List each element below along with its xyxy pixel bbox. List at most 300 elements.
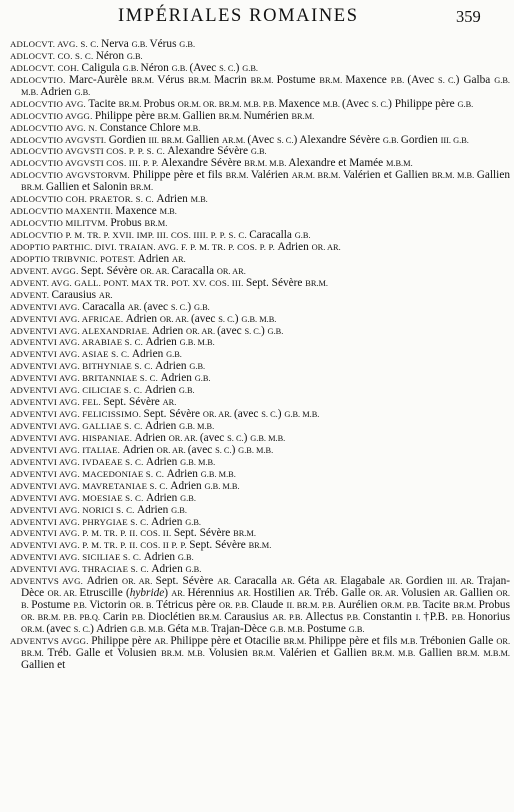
entry-text: Néron: [95, 49, 127, 62]
legend-heading: ADVENTVI AVG. NORICI S. C.: [10, 504, 137, 515]
entry-text: Constance Chlore: [99, 121, 184, 134]
legend-heading: ADVENTVI AVG. GALLIAE S. C.: [10, 421, 145, 431]
legend-heading: ADVENTVS AVG.: [10, 576, 87, 587]
entry-text: Trébonien Galle: [419, 634, 497, 647]
index-entry: [10, 469, 510, 481]
metal-abbreviation: AR.: [217, 577, 235, 587]
metal-abbreviation: BR.M.: [252, 648, 279, 658]
entry-text: †P.B.: [423, 611, 452, 623]
entry-text: Aurélien: [338, 599, 381, 612]
metal-abbreviation: OR. B.: [21, 589, 510, 611]
legend-heading: ADVENTVI AVG. P. M. TR. P. II. COS. II.: [10, 528, 174, 539]
entry-text: Valérien et Gallien: [278, 646, 372, 659]
entry-text: Adrien: [145, 455, 181, 468]
metal-abbreviation: AR.M. BR.M.: [291, 171, 343, 181]
entry-text: (Avec: [407, 73, 439, 86]
entry-text: Postume: [31, 599, 74, 612]
entry-text: Hérennius: [187, 587, 238, 600]
metal-abbreviation: AR.M.: [222, 135, 248, 145]
metal-abbreviation: BR.M. M.B.: [244, 159, 289, 169]
metal-abbreviation: G.B.: [382, 135, 401, 145]
entry-text: Adrien: [151, 515, 186, 528]
entry-text: Tacite: [422, 599, 454, 612]
metal-abbreviation: OR.M. P.B.: [380, 601, 423, 611]
legend-heading: ADLOCVTIO AVGVSTORVM.: [10, 170, 133, 181]
entry-text: Adrien: [125, 312, 160, 325]
entry-text: Allectus: [305, 611, 347, 623]
legend-heading: ADVENTVI AVG. THRACIAE S. C.: [10, 564, 152, 575]
legend-heading: ADVENTVI AVG. HISPANIAE.: [10, 432, 135, 443]
legend-heading: ADVENTVI AVG. SICILIAE S. C.: [10, 552, 144, 563]
legend-heading: ADVENTVI AVG. AFRICAE.: [10, 313, 126, 324]
metal-abbreviation: AR.: [162, 398, 177, 408]
metal-abbreviation: G.B. M.B.: [21, 75, 511, 97]
metal-abbreviation: G.B.: [250, 147, 267, 157]
index-entry: [10, 75, 510, 99]
index-entry: [10, 457, 510, 469]
legend-heading: ADLOCVT. CO. S. C.: [10, 50, 96, 61]
metal-abbreviation: AR.: [388, 577, 406, 587]
entry-text: Gallien: [459, 587, 497, 600]
metal-abbreviation: M.B.: [190, 195, 208, 205]
metal-abbreviation: G.B.: [166, 350, 182, 360]
metal-abbreviation: OR. AR.: [369, 589, 401, 599]
metal-abbreviation: AR.: [172, 254, 186, 264]
metal-abbreviation: G.B. M.B.: [250, 433, 286, 443]
index-entry: [10, 170, 510, 194]
metal-abbreviation: G.B. M.B.: [179, 338, 215, 348]
entry-text: Tacite: [88, 97, 119, 110]
legend-heading: ADLOCVTIO MILITVM.: [10, 218, 111, 229]
legend-heading: ADLOCVTIO AVGG.: [10, 110, 95, 121]
metal-abbreviation: BR.M.: [188, 75, 215, 85]
index-entry: [10, 445, 510, 457]
metal-abbreviation: M.B.: [159, 207, 177, 217]
metal-abbreviation: S. C.: [244, 326, 261, 336]
entry-text: Sept. Sévère: [189, 539, 249, 552]
metal-abbreviation: G.B. M.B.: [238, 445, 274, 455]
entry-text: Constantin: [363, 611, 416, 623]
metal-abbreviation: G.B.: [189, 362, 206, 372]
metal-abbreviation: G.B.: [457, 99, 474, 109]
metal-abbreviation: OR. AR.: [156, 445, 188, 455]
metal-abbreviation: BR.M.: [118, 99, 144, 109]
legend-heading: ADVENT. AVGG.: [10, 265, 81, 276]
entry-text: Gallien: [182, 109, 219, 122]
metal-abbreviation: BR.M. M.B.: [431, 171, 477, 181]
entry-text: Adrien: [160, 372, 195, 385]
legend-heading: ADVENTVI AVG. ITALIAE.: [10, 444, 123, 455]
metal-abbreviation: OR. AR.: [47, 589, 80, 599]
entry-text: ): [234, 312, 242, 325]
metal-abbreviation: OR. AR.: [202, 410, 234, 420]
entry-text: Carausius: [51, 288, 99, 301]
entry-text: Tétricus père: [156, 599, 220, 612]
metal-abbreviation: AR.: [443, 589, 460, 599]
metal-abbreviation: OR. BR.M.: [21, 636, 511, 658]
entry-text: Gallien: [185, 133, 223, 146]
metal-abbreviation: BR.M.: [225, 171, 251, 181]
metal-abbreviation: OR. AR.: [186, 326, 218, 336]
legend-heading: ADVENTVI AVG. P. M. TR. P. II. COS. II P. P.: [10, 540, 190, 551]
metal-abbreviation: G.B. M.B.: [130, 624, 168, 634]
metal-abbreviation: G.B.: [171, 505, 187, 515]
entry-text: Dioclétien: [147, 611, 199, 623]
metal-abbreviation: III. BR.M.: [148, 135, 186, 145]
entry-text: Adrien: [134, 431, 169, 444]
legend-heading: ADVENTVI AVG. BITHYNIAE S. C.: [10, 361, 156, 372]
metal-abbreviation: G.B. M.B.: [200, 469, 236, 479]
legend-heading: ADVENTVS AVGG.: [10, 635, 92, 646]
metal-abbreviation: G.B. M.B.: [284, 410, 320, 420]
legend-heading: ADVENTVI AVG.: [10, 301, 83, 312]
entry-text: Sept. Sévère: [245, 276, 306, 289]
metal-abbreviation: S. C.: [215, 445, 232, 455]
metal-abbreviation: BR.M.: [291, 111, 315, 121]
metal-abbreviation: AR.: [323, 577, 341, 587]
metal-abbreviation: G.B.: [131, 40, 150, 49]
metal-abbreviation: S. C.: [438, 75, 456, 85]
metal-abbreviation: BR.M.: [319, 75, 346, 85]
entry-text: (Avec: [247, 133, 277, 146]
metal-abbreviation: OR. BR.M. P.B. PB.Q.: [21, 613, 103, 622]
metal-abbreviation: G.B.: [185, 517, 202, 527]
entry-text: Gallien et Salonin: [45, 181, 131, 194]
entry-text: Adrien: [144, 420, 180, 432]
metal-abbreviation: III. G.B.: [440, 135, 469, 145]
metal-abbreviation: BR.M.: [157, 111, 183, 121]
legend-heading: ADVENTVI AVG. CILICIAE S. C.: [10, 385, 145, 396]
entry-text: Gallien: [476, 169, 510, 182]
entry-text: Postume: [276, 73, 320, 86]
index-entry: [10, 230, 510, 242]
index-entry: [10, 361, 510, 373]
entry-text: (avec: [190, 312, 219, 325]
metal-abbreviation: AR.: [127, 302, 144, 312]
entry-text: Numérien: [243, 109, 292, 122]
index-entry: [10, 206, 510, 218]
legend-heading: ADLOCVTIO AVG.: [10, 98, 89, 109]
entry-list: [10, 39, 510, 672]
metal-abbreviation: G.B.: [178, 386, 195, 396]
metal-abbreviation: OR. AR.: [168, 433, 200, 443]
metal-abbreviation: BR.M.: [144, 219, 168, 229]
metal-abbreviation: P.B.: [73, 601, 90, 611]
metal-abbreviation: G.B.: [122, 63, 141, 73]
index-entry: [10, 349, 510, 361]
entry-text: Sept. Sévère: [173, 527, 234, 540]
metal-abbreviation: M.B.: [183, 123, 201, 133]
entry-italic: hybride: [129, 587, 165, 600]
entry-text: Valérien et Gallien: [342, 169, 432, 182]
metal-abbreviation: BR.M.: [198, 613, 225, 622]
entry-text: Philippe père et fils: [132, 169, 226, 182]
index-entry: [10, 242, 510, 254]
metal-abbreviation: AR.: [98, 290, 113, 300]
entry-text: Tréb. Galle: [314, 587, 369, 600]
metal-abbreviation: G.B.: [267, 326, 284, 336]
index-entry: [10, 540, 510, 552]
metal-abbreviation: G.B.: [194, 374, 211, 384]
entry-text: (Avec: [342, 97, 372, 110]
entry-text: Trajan-Dèce: [21, 575, 511, 600]
entry-text: Alexandre et Mamée: [288, 157, 386, 170]
entry-text: Volusien: [400, 587, 444, 600]
entry-text: Sept. Sévère: [80, 264, 141, 277]
entry-text: ) Adrien: [90, 622, 131, 635]
metal-abbreviation: AR. P.B.: [272, 613, 306, 622]
metal-abbreviation: S. C.: [219, 63, 236, 73]
metal-abbreviation: BR.M.: [283, 636, 309, 646]
entry-text: Etruscille (: [79, 587, 130, 600]
legend-heading: ADVENTVI AVG. ARABIAE S. C.: [10, 337, 146, 348]
entry-text: ): [260, 324, 268, 337]
metal-abbreviation: OR. B.: [129, 601, 157, 611]
index-entry: [10, 337, 510, 349]
entry-text: (avec: [143, 300, 171, 313]
entry-text: ): [231, 443, 239, 456]
entry-text: (avec: [233, 408, 262, 421]
metal-abbreviation: OR.M.: [21, 624, 47, 634]
entry-text: (avec: [199, 431, 228, 444]
metal-abbreviation: G.B.: [74, 87, 91, 97]
metal-abbreviation: OR. AR.: [140, 266, 172, 276]
page-number: 359: [456, 7, 481, 26]
metal-abbreviation: OR.M. OR. BR.M. M.B. P.B.: [177, 99, 279, 109]
legend-heading: ADVENTVI AVG. BRITANNIAE S. C.: [10, 373, 161, 384]
entry-text: Valérien: [250, 169, 292, 182]
index-entry: [10, 433, 510, 445]
entry-text: Caracalla: [82, 300, 128, 313]
metal-abbreviation: G.B.: [171, 63, 190, 73]
legend-heading: ADLOCVTIO AVGVSTI COS. III. P. P.: [10, 158, 161, 169]
entry-text: Macrin: [214, 73, 251, 86]
index-entry: [10, 194, 510, 206]
entry-text: Carin: [102, 611, 132, 623]
entry-text: Trajan-Dèce: [210, 622, 270, 635]
metal-abbreviation: OR. AR.: [122, 577, 156, 587]
metal-abbreviation: S. C.: [227, 433, 244, 443]
entry-text: ) Philippe père: [388, 97, 458, 110]
entry-text: Géta: [297, 575, 324, 588]
index-entry: [10, 146, 510, 158]
metal-abbreviation: G.B.: [180, 493, 196, 503]
entry-text: Claude: [251, 599, 287, 612]
entry-text: ): [187, 300, 194, 313]
entry-text: Probus: [110, 217, 145, 230]
metal-abbreviation: S. C.: [73, 624, 91, 634]
entry-text: Adrien: [166, 467, 201, 480]
metal-abbreviation: OR. AR.: [159, 314, 191, 324]
entry-text: Gordien: [405, 575, 447, 588]
entry-text: Vérus: [149, 38, 180, 50]
metal-abbreviation: AR.: [237, 589, 254, 599]
legend-heading: ADLOCVTIO COH. PRAETOR. S. C.: [10, 194, 157, 205]
entry-text: Probus: [478, 599, 510, 612]
metal-abbreviation: P.B.: [451, 613, 468, 622]
metal-abbreviation: G.B.: [179, 40, 196, 49]
entry-text: Adrien: [151, 324, 187, 337]
metal-abbreviation: AR.: [154, 636, 171, 646]
index-entry: [10, 373, 510, 385]
entry-text: ): [243, 431, 251, 444]
entry-text: Adrien: [40, 85, 75, 98]
metal-abbreviation: M.B.M.: [385, 159, 413, 169]
entry-text: (avec: [217, 324, 245, 337]
metal-abbreviation: P.B.: [131, 613, 148, 622]
entry-text: Sept. Sévère: [155, 575, 218, 588]
entry-text: Sept. Sévère: [103, 396, 163, 409]
metal-abbreviation: G.B. M.B.: [269, 624, 307, 634]
metal-abbreviation: G.B.: [177, 553, 194, 563]
metal-abbreviation: S. C.: [261, 410, 278, 420]
metal-abbreviation: S. C.: [170, 302, 188, 312]
index-entry: [10, 528, 510, 540]
legend-heading: ADVENTVI AVG. FEL.: [10, 397, 104, 408]
entry-text: Philippe père et Otacilie: [170, 634, 284, 647]
legend-heading: ADLOCVTIO.: [10, 74, 69, 85]
metal-abbreviation: P.B.: [390, 75, 408, 85]
entry-text: Adrien: [170, 479, 205, 492]
entry-text: ) Alexandre Sévère: [293, 133, 383, 146]
index-entry: [10, 493, 510, 505]
legend-heading: ADVENTVI AVG. ALEXANDRIAE.: [10, 325, 152, 336]
metal-abbreviation: M.B.: [400, 636, 420, 646]
entry-text: (avec: [46, 622, 74, 635]
metal-abbreviation: M.B.: [191, 624, 211, 634]
metal-abbreviation: BR.M.: [218, 111, 244, 121]
metal-abbreviation: G.B.: [294, 231, 311, 240]
entry-text: Honorius: [467, 611, 510, 623]
legend-heading: ADLOCVTIO AVGVSTI.: [10, 134, 109, 145]
entry-text: Néron: [140, 61, 172, 74]
metal-abbreviation: OR. AR.: [216, 266, 246, 276]
entry-text: Adrien: [122, 443, 157, 456]
metal-abbreviation: G.B.: [193, 302, 210, 312]
metal-abbreviation: BR.M.: [305, 278, 329, 288]
legend-heading: ADLOCVTIO P. M. TR. P. XVII. IMP. III. COS. IIII. P. P. S. C.: [10, 230, 250, 240]
entry-text: Probus: [143, 97, 178, 110]
entry-text: Adrien: [145, 491, 181, 504]
entry-text: Adrien: [277, 240, 312, 253]
metal-abbreviation: G.B. M.B.: [179, 422, 215, 431]
entry-text: Sept. Sévère: [143, 408, 203, 421]
metal-abbreviation: BR.M.: [248, 541, 272, 551]
legend-heading: ADVENTVI AVG. MAVRETANIAE S. C.: [10, 480, 171, 491]
entry-text: (avec: [187, 443, 216, 456]
legend-heading: ADLOCVTIO AVGVSTI COS. P. P. S. C.: [10, 146, 168, 157]
entry-text: Philippe père: [91, 634, 155, 647]
index-entry: [10, 505, 510, 517]
entry-text: Vérus: [157, 73, 189, 86]
entry-text: Caracalla: [171, 264, 217, 277]
metal-abbreviation: G.B. M.B.: [180, 457, 216, 467]
entry-text: Philippe père et fils: [308, 634, 401, 647]
legend-heading: ADVENT.: [10, 289, 52, 300]
legend-heading: ADLOCVT. COH.: [10, 62, 82, 73]
legend-heading: ADLOCVTIO MAXENTII.: [10, 206, 116, 217]
entry-text: Alexandre Sévère: [167, 145, 251, 158]
metal-abbreviation: I.: [415, 613, 424, 622]
metal-abbreviation: BR.M.: [233, 529, 256, 539]
metal-abbreviation: II. BR.M. P.B.: [286, 601, 339, 611]
entry-text: Postume: [306, 622, 349, 635]
entry-text: Adrien: [86, 575, 123, 588]
index-entry: [10, 135, 510, 147]
entry-text: Géta: [167, 622, 192, 635]
entry-text: Adrien: [143, 551, 178, 564]
legend-heading: ADVENTVI AVG. IVDAEAE S. C.: [10, 456, 146, 467]
metal-abbreviation: BR.M.: [130, 183, 154, 193]
index-entry: [10, 636, 510, 672]
metal-abbreviation: OR. AR.: [311, 242, 341, 252]
legend-heading: ADVENT. AVG. GALL. PONT. MAX TR. POT. XV. COS. III.: [10, 277, 246, 288]
index-entry: [10, 421, 510, 433]
entry-text: Alexandre Sévère: [160, 157, 245, 170]
metal-abbreviation: G.B.: [348, 624, 365, 634]
index-entry: [10, 111, 510, 123]
legend-heading: ADOPTIO PARTHIC. DIVI. TRAIAN. AVG. F. P. M. TR. P. COS. P. P.: [10, 241, 278, 252]
entry-text: Nerva: [101, 38, 132, 50]
index-entry: [10, 385, 510, 397]
entry-text: ) Galba: [455, 73, 495, 86]
metal-abbreviation: BR.M. M.B.: [161, 648, 209, 658]
metal-abbreviation: BR.M.: [453, 601, 479, 611]
metal-abbreviation: AR.: [298, 589, 315, 599]
entry-text: Adrien: [156, 193, 191, 206]
entry-text: Caracalla: [234, 575, 281, 588]
entry-text: Adrien: [131, 348, 167, 361]
entry-text: Gallien: [419, 646, 457, 659]
metal-abbreviation: AR.: [171, 589, 188, 599]
legend-heading: ADVENTVI AVG. PHRYGIAE S. C.: [10, 516, 152, 527]
metal-abbreviation: BR.M.: [21, 183, 46, 193]
legend-heading: ADVENTVI AVG. MACEDONIAE S. C.: [10, 468, 167, 479]
entry-text: Adrien: [151, 563, 186, 576]
entry-text: Philippe père: [94, 109, 158, 122]
entry-text: Maxence: [345, 73, 391, 86]
legend-heading: ADVENTVI AVG. FELICISSIMO.: [10, 409, 144, 420]
legend-heading: ADOPTIO TRIBVNIC. POTEST.: [10, 253, 138, 264]
entry-text: Elagabale: [340, 575, 389, 588]
entry-text: Caligula: [81, 61, 123, 74]
metal-abbreviation: OR. P.B.: [219, 601, 252, 611]
legend-heading: ADLOCVT. AVG. S. C.: [10, 39, 102, 49]
metal-abbreviation: AR.: [280, 577, 298, 587]
entry-text: Caracalla: [249, 229, 295, 241]
metal-abbreviation: BR.M.: [250, 75, 277, 85]
entry-text: (Avec: [189, 61, 220, 74]
entry-text: Adrien: [155, 360, 190, 373]
index-entry: [10, 517, 510, 529]
index-entry: [10, 39, 510, 51]
page-header: [0, 6, 514, 30]
metal-abbreviation: M.B.: [322, 99, 343, 109]
index-entry: [10, 481, 510, 493]
metal-abbreviation: G.B. M.B.: [204, 481, 240, 491]
entry-text: Adrien: [144, 384, 179, 397]
metal-abbreviation: BR.M. M.B.: [371, 648, 420, 658]
legend-heading: ADVENTVI AVG. MOESIAE S. C.: [10, 492, 146, 503]
index-entry: [10, 409, 510, 421]
metal-abbreviation: BR.M. M.B.M.: [456, 648, 511, 658]
entry-text: Gordien: [108, 133, 149, 146]
index-entry: [10, 552, 510, 564]
entry-text: Victorin: [89, 599, 130, 612]
entry-text: Hostilien: [253, 587, 299, 600]
legend-heading: ADVENTVI AVG. ASIAE S. C.: [10, 349, 132, 360]
entry-text: Carausius: [224, 611, 273, 623]
